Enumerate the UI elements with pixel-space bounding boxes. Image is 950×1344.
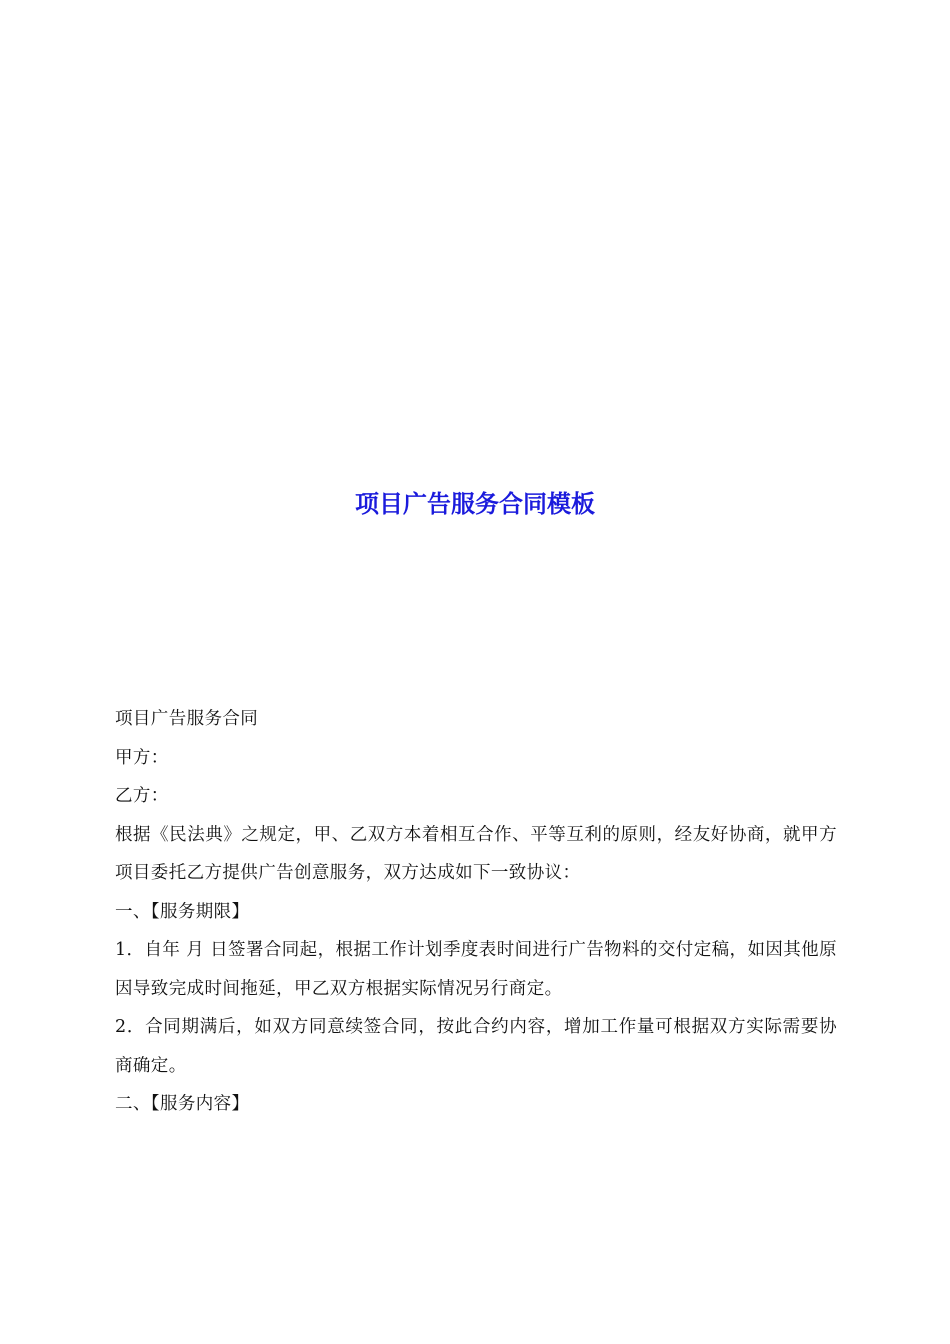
party-a-line: 甲方： [115,747,169,768]
section-heading-service-content: 二、【服务内容】 [115,1094,250,1114]
clause-1-1: 1．自年 月 日签署合同起，根据工作计划季度表时间进行广告物料的交付定稿，如因其他原因导致完成时间拖延，甲乙双方根据实际情况另行商定。 [115,940,837,999]
preamble-paragraph: 根据《民法典》之规定，甲、乙双方本着相互合作、平等互利的原则，经友好协商，就甲方项目委托乙方提供广告创意服务，双方达成如下一致协议： [115,824,837,883]
party-b-line: 乙方： [115,786,169,806]
contract-name: 项目广告服务合同 [115,709,259,729]
clause-1-2: 2．合同期满后，如双方同意续签合同，按此合约内容，增加工作量可根据双方实际需要协商确定。 [115,1017,837,1076]
document-title: 项目广告服务合同模板 [355,490,595,518]
section-heading-service-period: 一、【服务期限】 [115,901,250,922]
document-body [115,700,837,1124]
